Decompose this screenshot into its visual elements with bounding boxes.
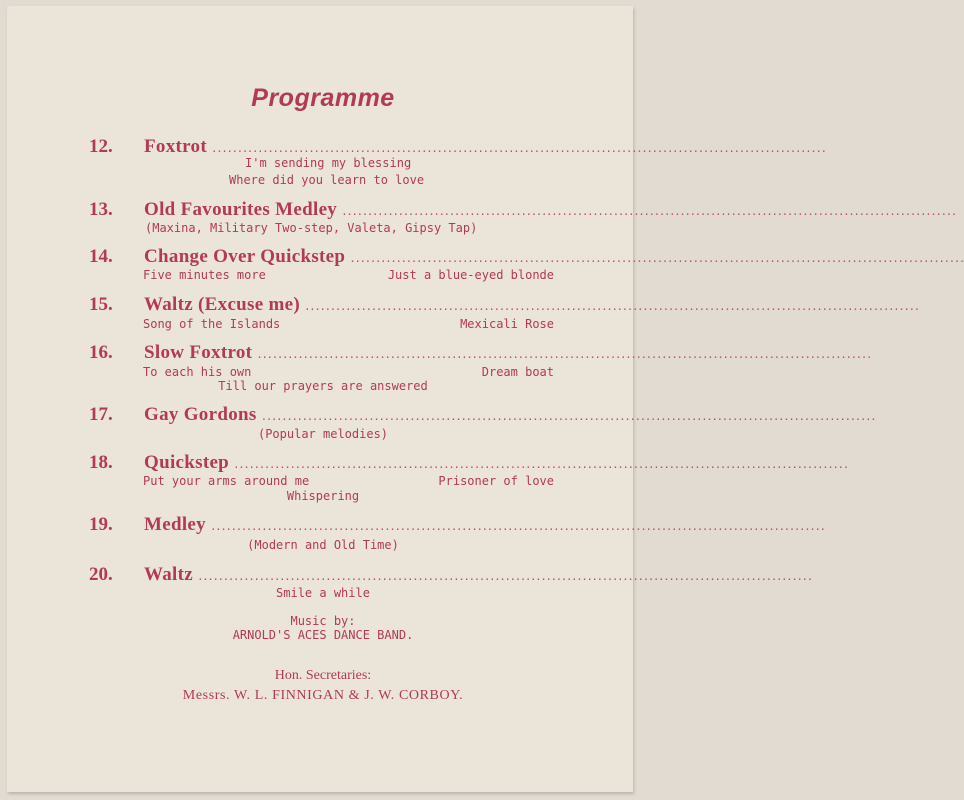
item-number: 12. [89,136,113,157]
dance-name: Quickstep [144,452,230,473]
tune: Put your arms around me [143,474,310,488]
dot-leader: ........................................................................................................................ [260,410,876,423]
dot-leader: ........................................................................................................................ [349,252,964,265]
tune: Whispering [286,489,360,503]
tune: To each his own [143,365,252,379]
secretaries-label: Hon. Secretaries: [274,668,372,683]
item-number: 16. [89,342,113,363]
dance-name: Old Favourites Medley [144,199,338,220]
item-number: 17. [89,404,113,425]
dance-name: Gay Gordons [144,404,257,425]
dot-leader: ........................................................................................................................ [209,520,825,533]
programme-title: Programme [251,84,395,112]
secretaries-names: Messrs. W. L. FINNIGAN & J. W. CORBOY. [182,688,464,703]
dance-name: Medley [144,514,206,535]
tune: I'm sending my blessing [245,156,412,170]
tune: Till our prayers are answered [218,379,428,393]
tune: Song of the Islands [143,317,281,331]
dance-name: Waltz [144,564,193,585]
tune: Prisoner of love [438,474,554,488]
tune: Five minutes more [143,268,266,282]
dance-name: Slow Foxtrot [144,342,253,363]
item-note: Smile a while [276,586,370,600]
dot-leader: ........................................................................................................................ [197,570,812,583]
tune: Mexicali Rose [460,317,554,331]
item-note: (Modern and Old Time) [247,538,399,552]
tune: Just a blue-eyed blonde [387,268,554,282]
music-label: Music by: [290,614,356,628]
band-name: ARNOLD'S ACES DANCE BAND. [232,628,414,642]
dance-name: Foxtrot [144,136,207,157]
item-number: 15. [89,294,113,315]
dot-leader: ........................................................................................................................ [210,142,826,155]
item-note: (Maxina, Military Two-step, Valeta, Gipsy Tap) [145,221,478,235]
item-number: 14. [89,246,113,267]
item-number: 19. [89,514,113,535]
tune: Dream boat [481,365,554,379]
item-note: (Popular melodies) [257,427,389,441]
dot-leader: ........................................................................................................................ [341,205,956,218]
item-number: 13. [89,199,113,220]
dot-leader: ........................................................................................................................ [233,458,848,471]
dance-name: Waltz (Excuse me) [144,294,301,315]
dot-leader: ........................................................................................................................ [304,300,919,313]
dance-name: Change Over Quickstep [144,246,346,267]
item-number: 18. [89,452,113,473]
item-number: 20. [89,564,113,585]
tune: Where did you learn to love [229,173,425,187]
dot-leader: ........................................................................................................................ [256,348,871,361]
